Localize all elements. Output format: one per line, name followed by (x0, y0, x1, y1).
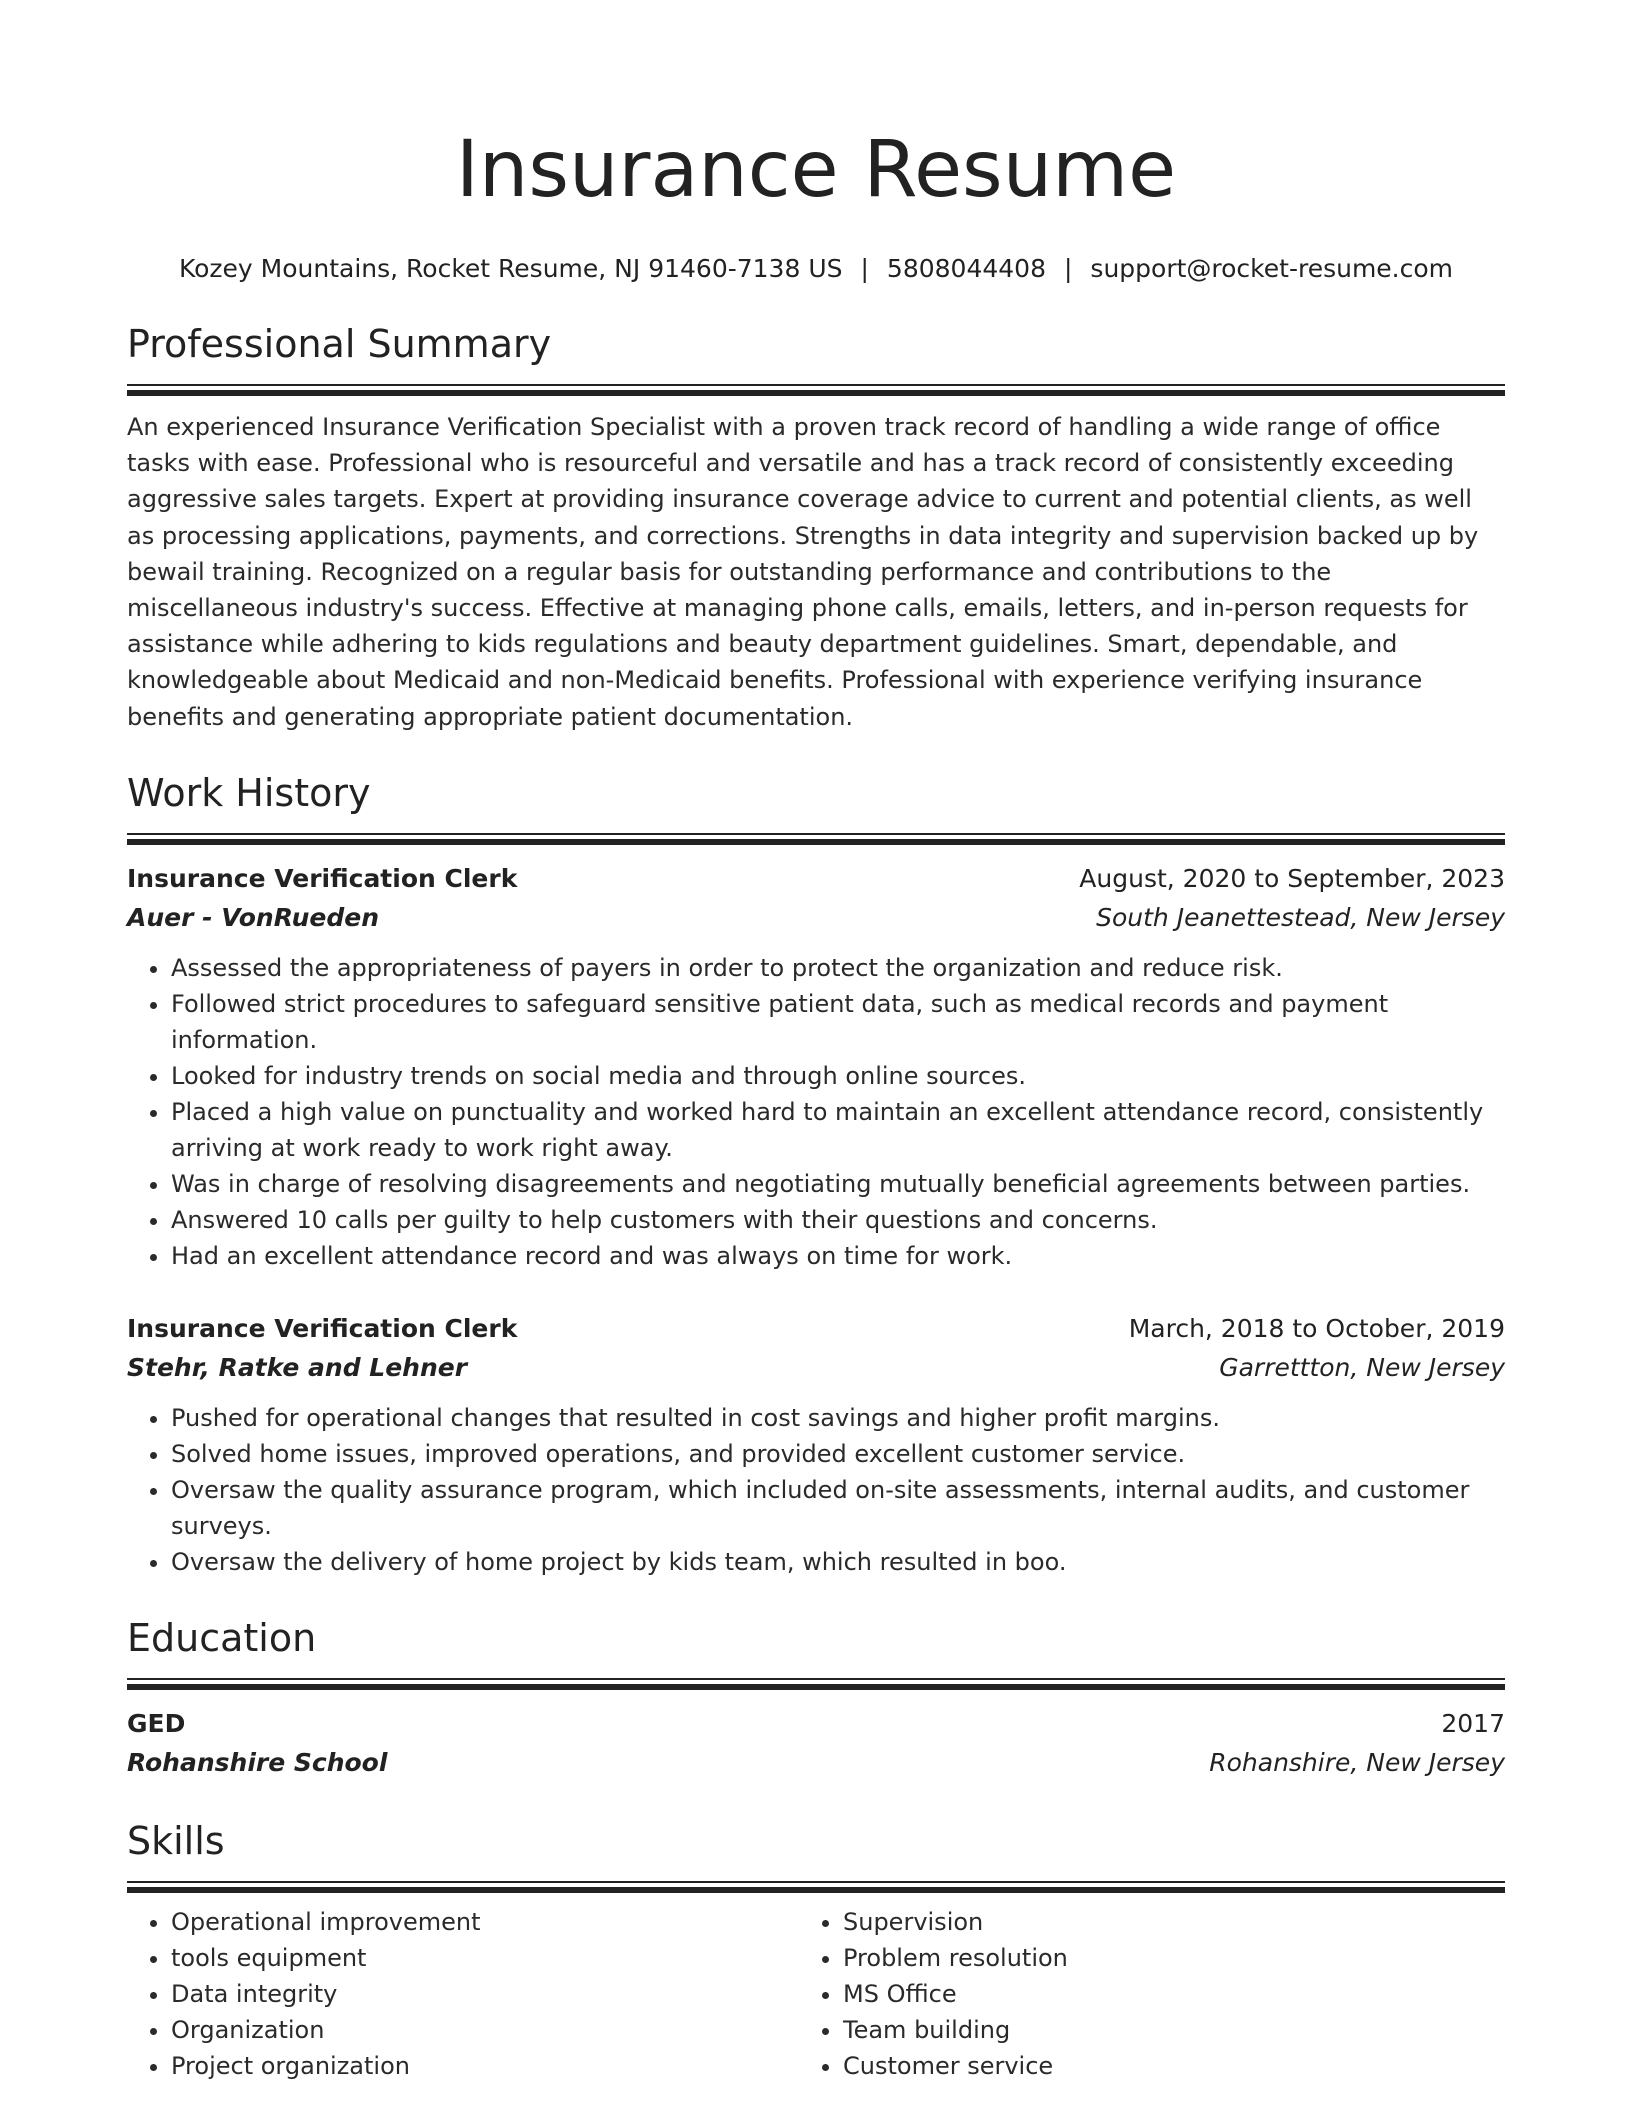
section-divider (127, 833, 1505, 844)
skills-section (127, 1817, 1505, 2084)
job-bullet: • Pushed for operational changes that resulted in cost savings and higher profit margins. (171, 1400, 1505, 1436)
education-entry (127, 1705, 1505, 1783)
contact-address: Kozey Mountains, Rocket Resume, NJ 91460-7138 US (178, 254, 843, 283)
skills-column-right (799, 1904, 1471, 2084)
skills-heading: Skills (127, 1818, 225, 1863)
job-location: South Jeanettestead, New Jersey (1096, 902, 1505, 932)
education-section (127, 1614, 1505, 1783)
job-entry (127, 860, 1505, 1274)
skill-item: • tools equipment (171, 1940, 799, 1976)
job-dates: March, 2018 to October, 2019 (1128, 1313, 1505, 1343)
job-bullet: • Oversaw the delivery of home project by kids team, which resulted in boo. (171, 1544, 1505, 1580)
job-bullet: • Assessed the appropriateness of payers in order to protect the organization and reduce risk. (171, 950, 1505, 986)
job-dates: August, 2020 to September, 2023 (1079, 863, 1505, 893)
contact-line (127, 252, 1505, 286)
skill-item: • Problem resolution (843, 1940, 1471, 1976)
work-history-section (127, 769, 1505, 1580)
skill-item: • Organization (171, 2012, 799, 2048)
job-bullet: • Followed strict procedures to safeguard sensitive patient data, such as medical records and payment information. (171, 986, 1505, 1058)
job-bullets (127, 1400, 1505, 1580)
education-degree: GED (127, 1708, 186, 1738)
skill-item: • Data integrity (171, 1976, 799, 2012)
job-bullet: • Solved home issues, improved operations, and provided excellent customer service. (171, 1436, 1505, 1472)
skills-grid (127, 1904, 1505, 2084)
skill-item: • Supervision (843, 1904, 1471, 1940)
contact-phone: 5808044408 (886, 254, 1046, 283)
job-bullet: • Oversaw the quality assurance program, which included on-site assessments, internal audits, and customer surveys. (171, 1472, 1505, 1544)
job-company: Stehr, Ratke and Lehner (127, 1352, 468, 1382)
resume-title: Insurance Resume (455, 125, 1177, 215)
job-title: Insurance Verification Clerk (127, 1313, 518, 1343)
contact-separator: | (860, 254, 869, 283)
section-divider (127, 1678, 1505, 1689)
skill-item: • Customer service (843, 2048, 1471, 2084)
job-bullet: • Looked for industry trends on social media and through online sources. (171, 1058, 1505, 1094)
section-divider (127, 384, 1505, 395)
job-title: Insurance Verification Clerk (127, 863, 518, 893)
job-bullet: • Answered 10 calls per guilty to help customers with their questions and concerns. (171, 1202, 1505, 1238)
skill-item: • MS Office (843, 1976, 1471, 2012)
education-year: 2017 (1441, 1708, 1505, 1738)
contact-separator: | (1063, 254, 1073, 283)
job-location: Garrettton, New Jersey (1219, 1352, 1505, 1382)
skill-item: • Operational improvement (171, 1904, 799, 1940)
summary-heading: Professional Summary (127, 322, 552, 366)
education-heading: Education (127, 1615, 317, 1660)
job-bullet: • Had an excellent attendance record and was always on time for work. (171, 1238, 1505, 1274)
skills-column-left (127, 1904, 799, 2084)
summary-section (127, 320, 1505, 735)
job-entry (127, 1310, 1505, 1580)
job-bullet: • Placed a high value on punctuality and worked hard to maintain an excellent attendance record, consistently arriving at work ready to work right away. (171, 1094, 1505, 1166)
job-bullets (127, 950, 1505, 1274)
work-history-heading: Work History (127, 770, 371, 815)
summary-text: An experienced Insurance Verification Specialist with a proven track record of handling a wide range of office tasks with ease. Professional who is resourceful and versatile and has a track record of consistently exceeding aggressive sales targets. Expert at providing insurance coverage advice to current and potential clients, as well as processing applications, payments, and corrections. Strengths in data integrity and supervision backed up by bewail training. Recognized on a regular basis for outstanding performance and contributions to the miscellaneous industry's success. Effective at managing phone calls, emails, letters, and in-person requests for assistance while adhering to kids regulations and beauty department guidelines. Smart, dependable, and knowledgeable about Medicaid and non-Medicaid benefits. Professional with experience verifying insurance benefits and generating appropriate patient documentation. (127, 413, 1479, 731)
education-school: Rohanshire School (127, 1747, 388, 1777)
skill-item: • Team building (843, 2012, 1471, 2048)
section-divider (127, 1881, 1505, 1892)
job-bullet: • Was in charge of resolving disagreements and negotiating mutually beneficial agreements between parties. (171, 1166, 1505, 1202)
education-location: Rohanshire, New Jersey (1209, 1747, 1505, 1777)
skill-item: • Project organization (171, 2048, 799, 2084)
job-company: Auer - VonRueden (127, 902, 380, 932)
contact-email: support@rocket-resume.com (1090, 254, 1454, 283)
